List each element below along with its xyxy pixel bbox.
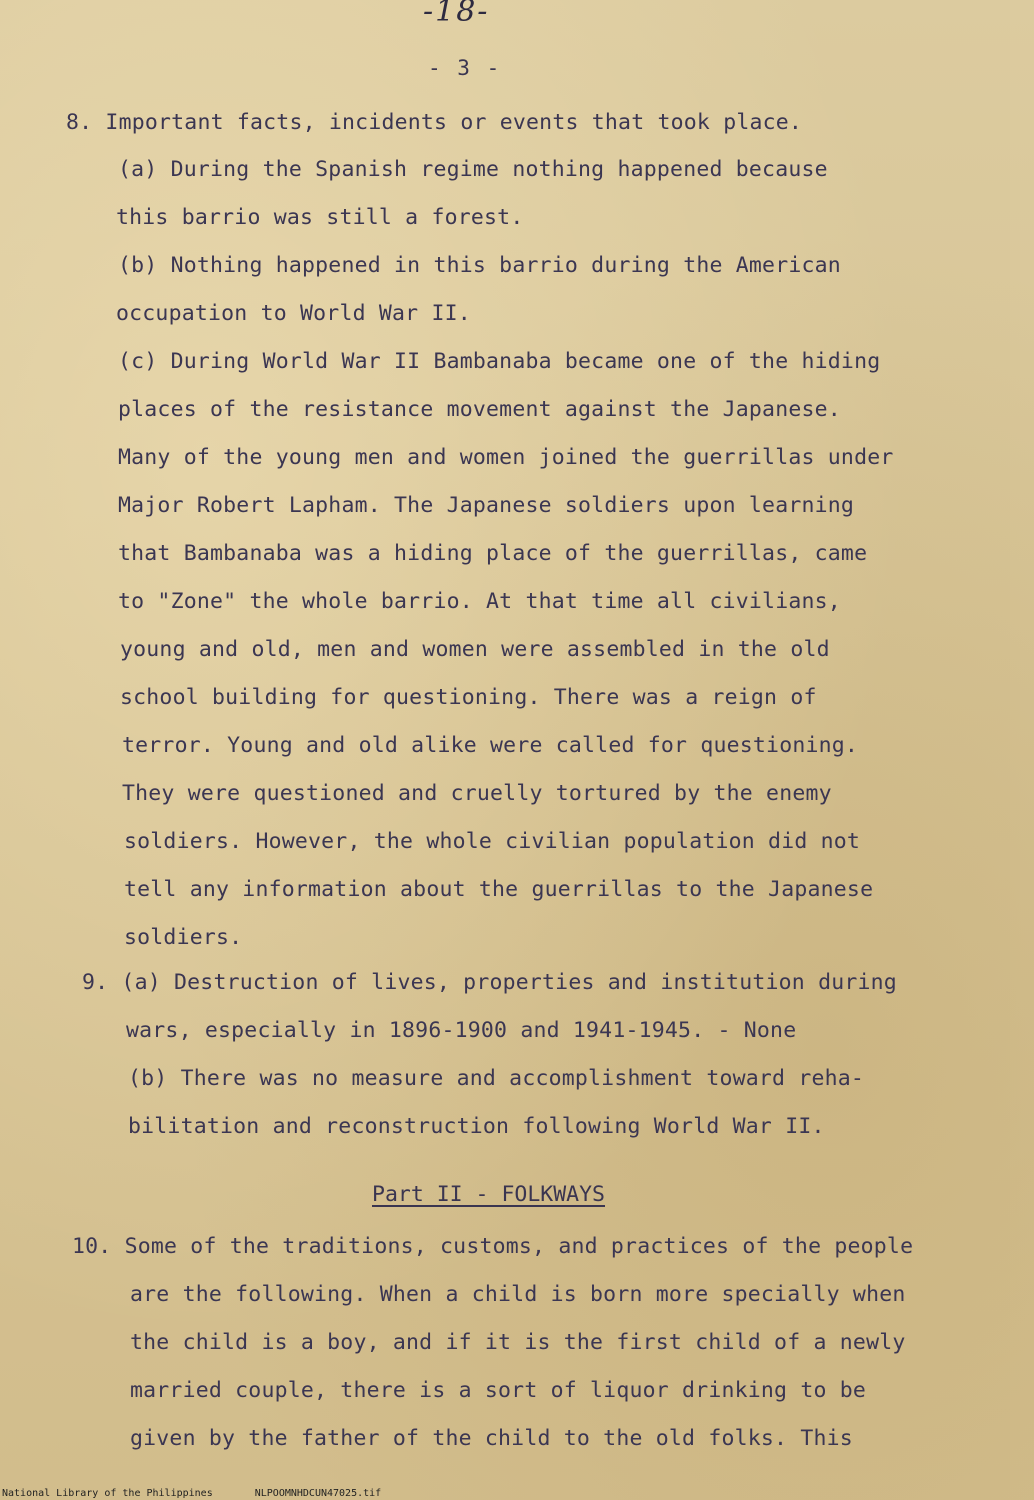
text-line: tell any information about the guerrillas to the Japanese	[124, 877, 874, 902]
text-line: soldiers.	[124, 925, 243, 950]
page-number: - 3 -	[428, 56, 502, 80]
text-line: given by the father of the child to the old folks. This	[130, 1426, 853, 1451]
text-line: They were questioned and cruelly tortured by the enemy	[122, 781, 832, 806]
text-line: Many of the young men and women joined the guerrillas under	[118, 445, 894, 470]
handwritten-page-mark: -18-	[423, 0, 490, 29]
text-line: married couple, there is a sort of liquor drinking to be	[130, 1378, 867, 1403]
text-line: (b) There was no measure and accomplishment toward reha-	[128, 1066, 865, 1091]
text-line: (c) During World War II Bambanaba became one of the hiding	[118, 349, 881, 374]
text-line: occupation to World War II.	[116, 301, 471, 326]
text-line: young and old, men and women were assembled in the old	[120, 637, 830, 662]
text-line: that Bambanaba was a hiding place of the guerrillas, came	[118, 541, 868, 566]
text-line: 9. (a) Destruction of lives, properties and institution during	[82, 970, 897, 995]
text-line: (b) Nothing happened in this barrio during the American	[118, 253, 841, 278]
text-line: Major Robert Lapham. The Japanese soldiers upon learning	[118, 493, 855, 518]
text-line: 10. Some of the traditions, customs, and practices of the people	[72, 1234, 914, 1259]
text-line: (a) During the Spanish regime nothing happened because	[118, 157, 828, 182]
text-line: wars, especially in 1896-1900 and 1941-1945. - None	[126, 1018, 797, 1043]
text-line: bilitation and reconstruction following World War II.	[128, 1114, 825, 1139]
text-line: to "Zone" the whole barrio. At that time all civilians,	[118, 589, 841, 614]
text-line: school building for questioning. There was a reign of	[120, 685, 817, 710]
text-line: are the following. When a child is born more specially when	[130, 1282, 906, 1307]
footer-filename: NLPOOMNHDCUN47025.tif	[254, 1488, 382, 1499]
text-line: this barrio was still a forest.	[116, 205, 524, 230]
text-line: terror. Young and old alike were called for questioning.	[122, 733, 859, 758]
section-heading: Part II - FOLKWAYS	[372, 1182, 605, 1207]
text-line: 8. Important facts, incidents or events that took place.	[66, 110, 803, 135]
text-line: places of the resistance movement against the Japanese.	[118, 397, 841, 422]
text-line: the child is a boy, and if it is the first child of a newly	[130, 1330, 906, 1355]
text-line: soldiers. However, the whole civilian population did not	[124, 829, 861, 854]
footer-library: National Library of the Philippines	[2, 1488, 213, 1499]
scan-footer	[2, 1488, 381, 1499]
